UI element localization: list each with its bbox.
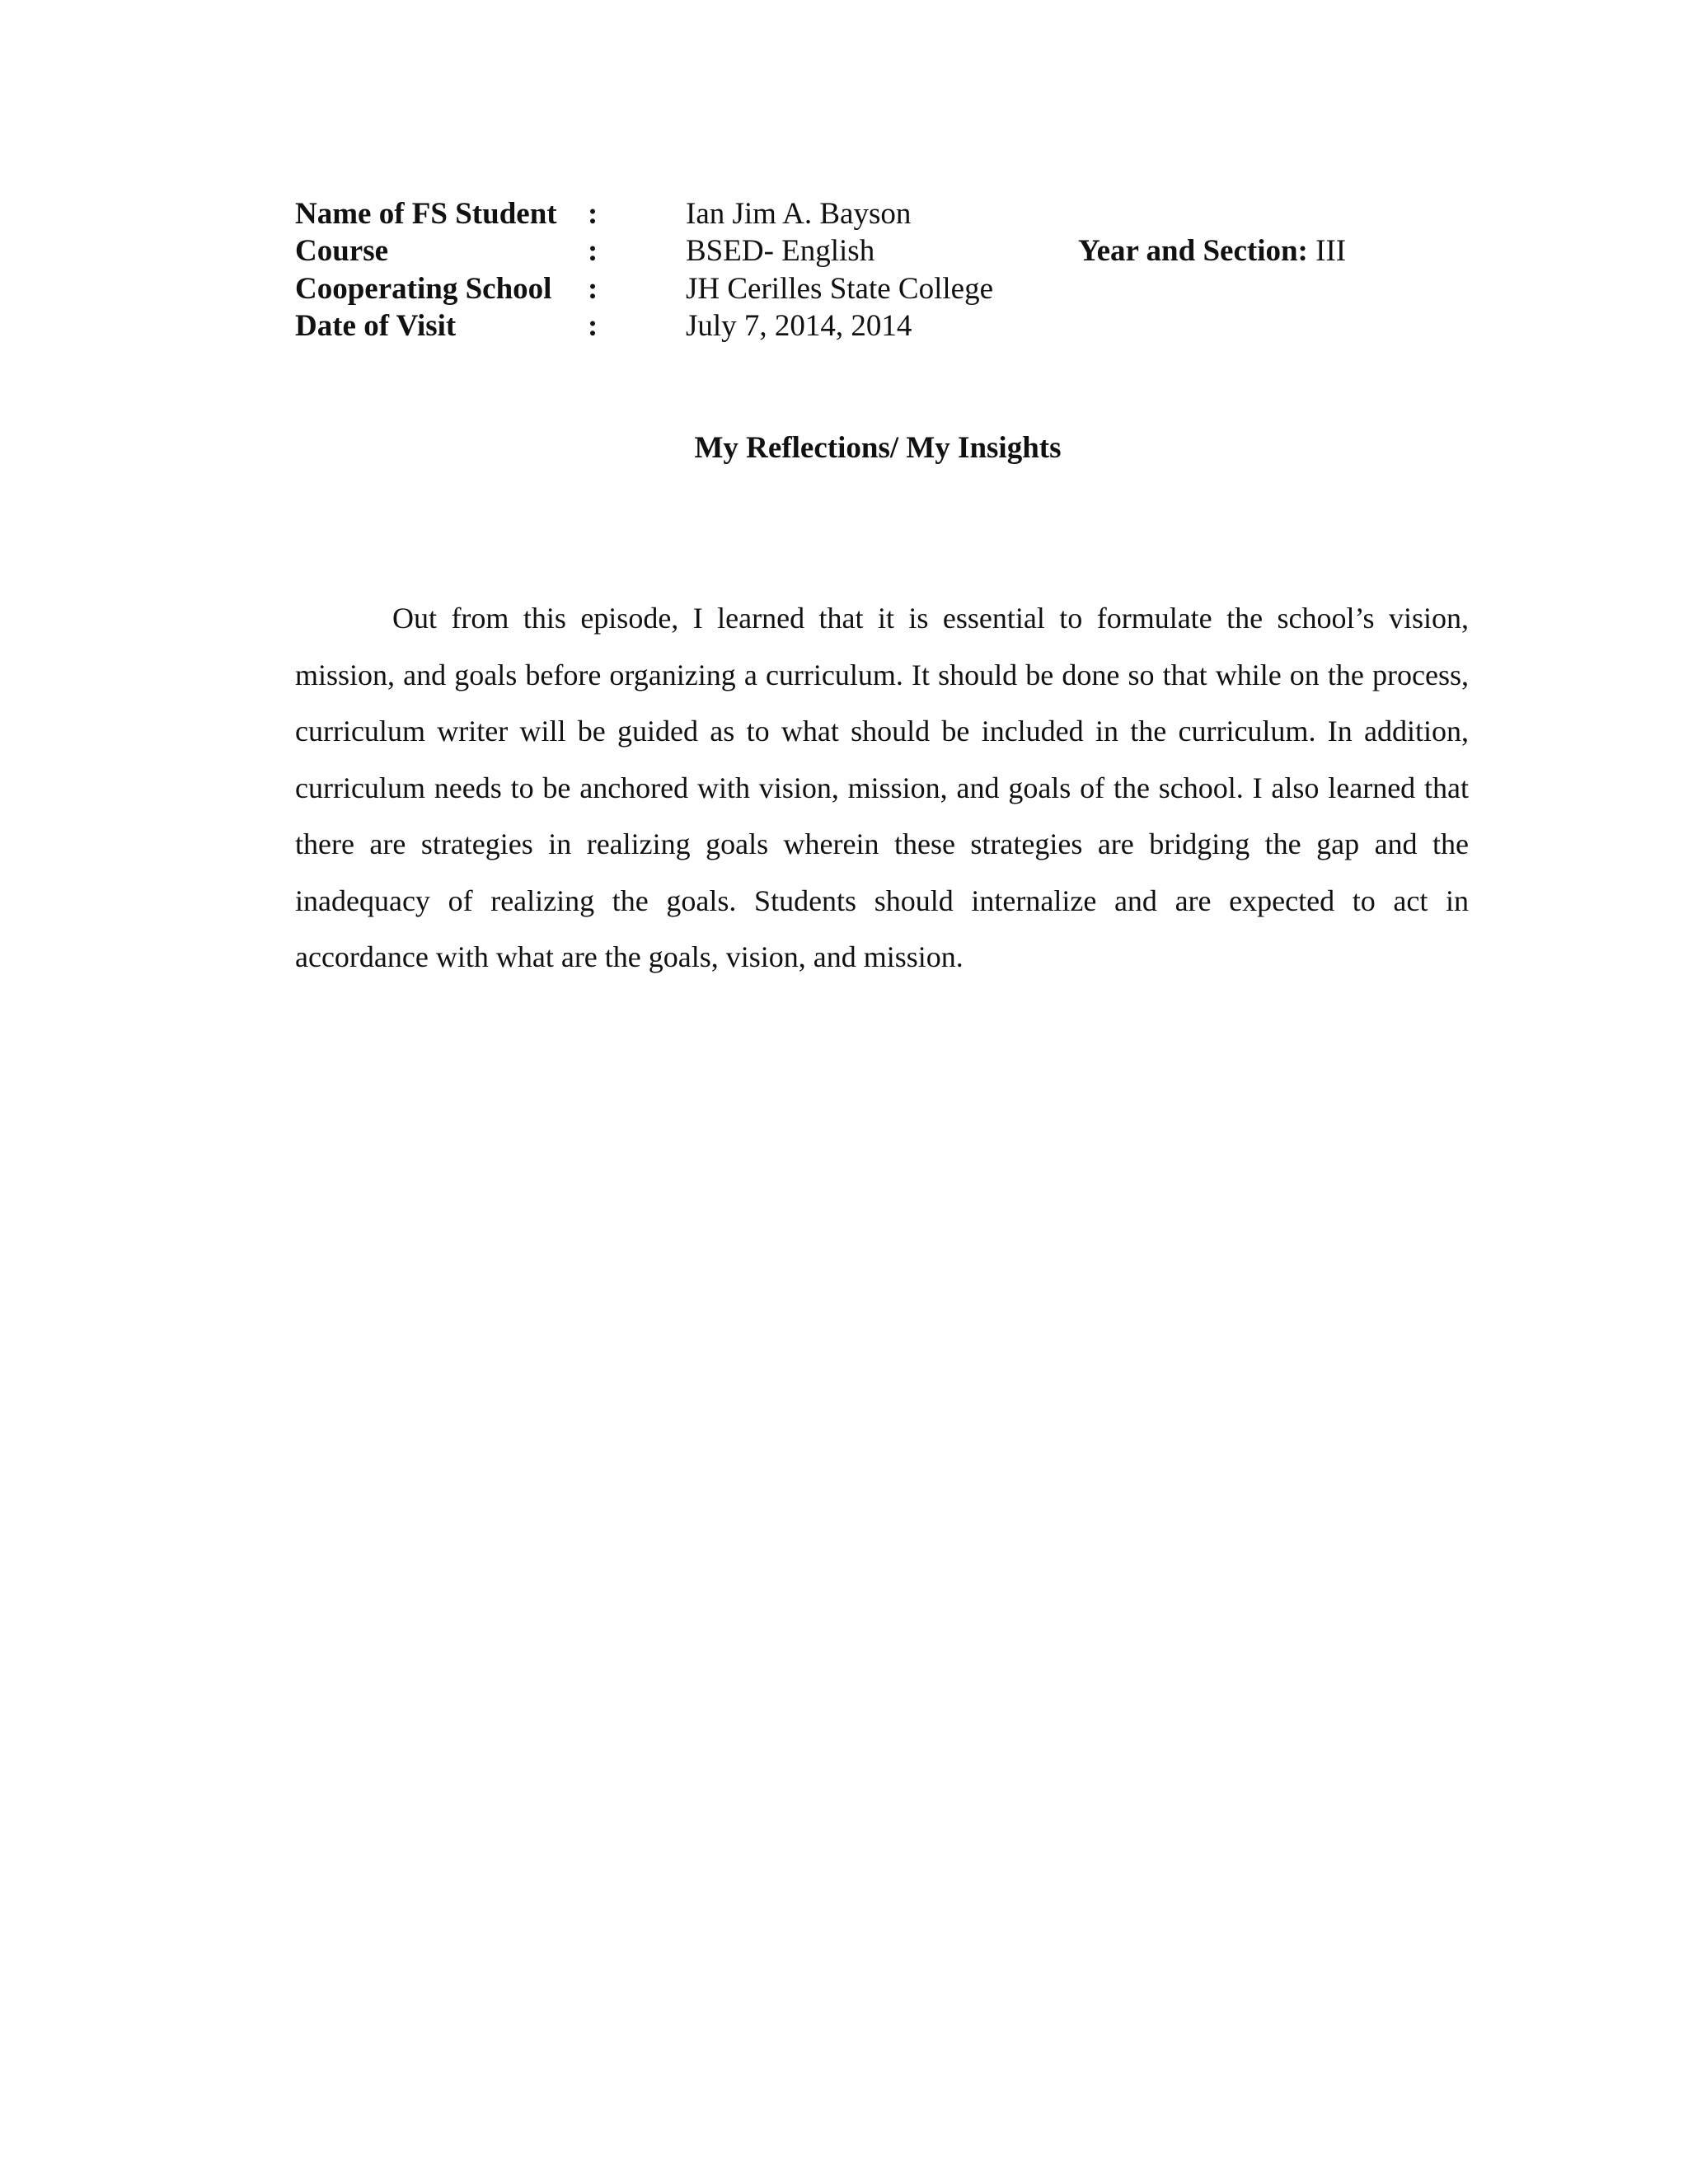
date-of-visit-label: Date of Visit bbox=[295, 309, 457, 343]
reflection-paragraph: Out from this episode, I learned that it is essential to formulate the school’s vision, mission, and goals before organizing a curriculum. It should be done so that while on the process, curriculum writer will be guided as to what should be included in the curriculum. In addition, curriculum needs to be anchored with vision, mission, and goals of the school. I also learned that there are strategies in realizing goals wherein these strategies are bridging the gap and the inadequacy of realizing the goals. Students should internalize and are expected to act in accordance with what are the goals, vision, and mission. bbox=[295, 602, 1469, 973]
cooperating-school-label: Cooperating School bbox=[295, 272, 552, 306]
course-label: Course bbox=[295, 234, 389, 268]
course-colon: : bbox=[588, 234, 598, 268]
year-section-value: III bbox=[1315, 234, 1347, 268]
year-section-label: Year and Section: bbox=[1078, 234, 1308, 268]
cooperating-school-value: JH Cerilles State College bbox=[686, 272, 994, 306]
year-section bbox=[1078, 232, 1346, 271]
cooperating-school-colon: : bbox=[588, 272, 598, 306]
date-of-visit-value: July 7, 2014, 2014 bbox=[686, 309, 912, 343]
course-value: BSED- English bbox=[686, 234, 875, 268]
page-title: My Reflections/ My Insights bbox=[694, 431, 1062, 465]
student-name-colon: : bbox=[588, 197, 598, 231]
date-of-visit-colon: : bbox=[588, 309, 598, 343]
student-name-label: Name of FS Student bbox=[295, 197, 557, 231]
student-name-value: Ian Jim A. Bayson bbox=[686, 197, 912, 231]
